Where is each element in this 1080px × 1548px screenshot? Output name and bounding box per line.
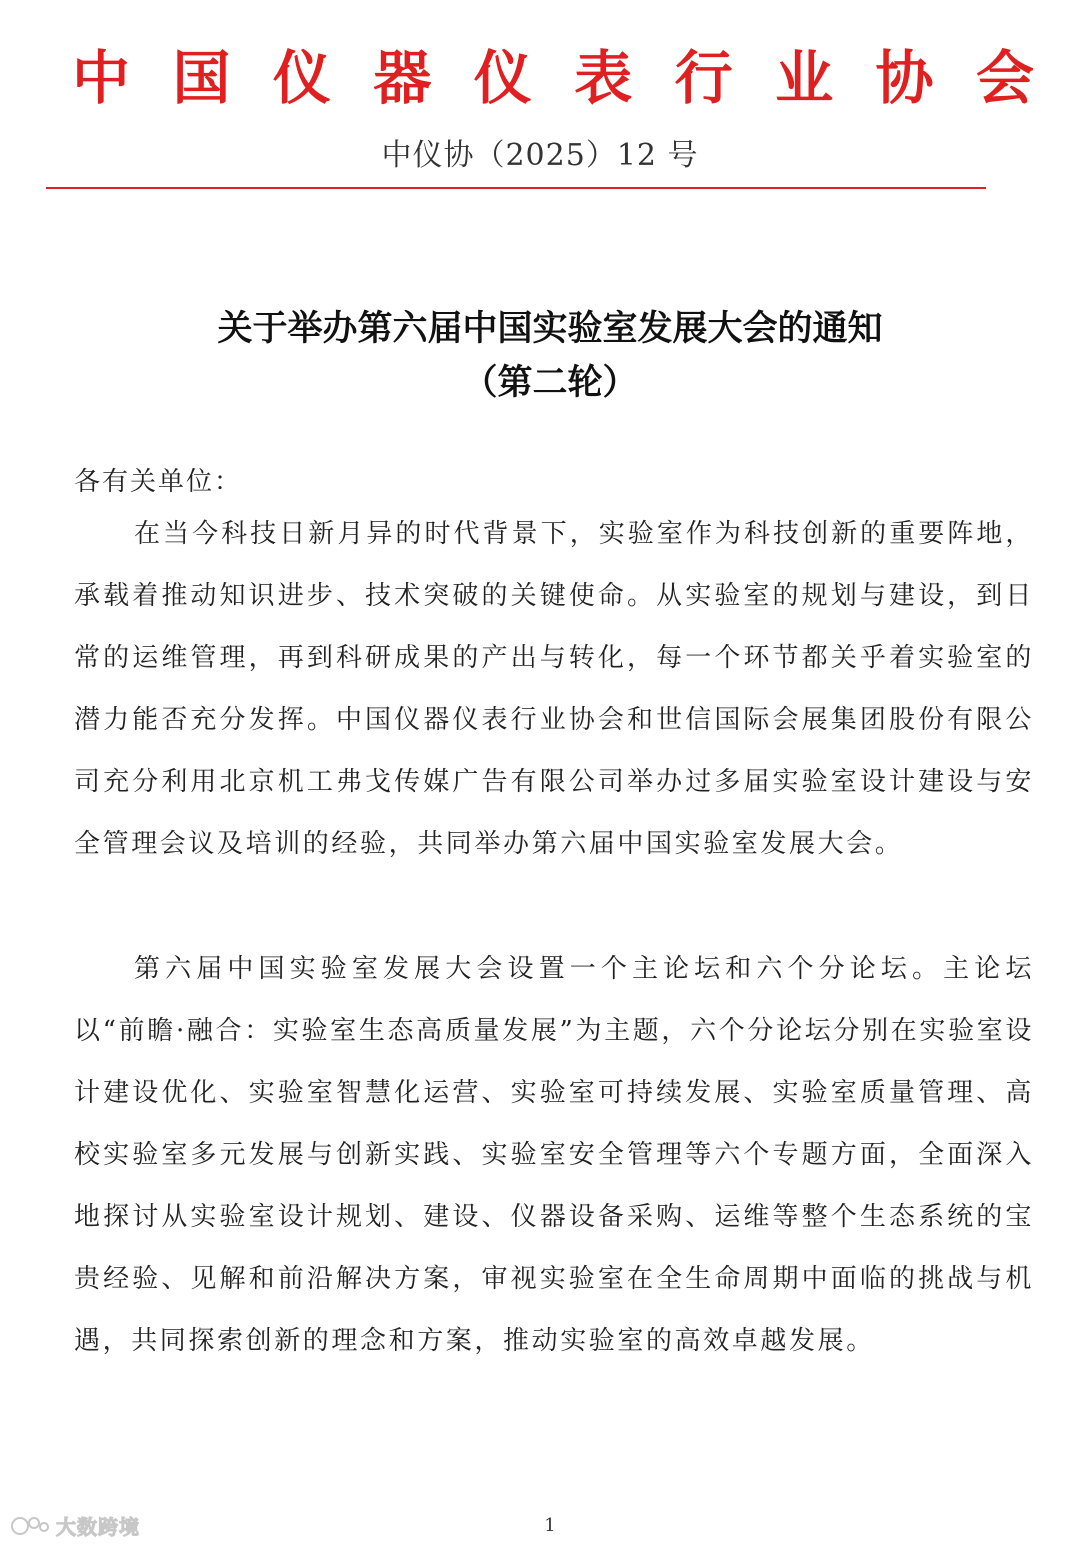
salutation: 各有关单位： bbox=[74, 467, 243, 497]
org-title-char: 器 bbox=[373, 44, 432, 112]
watermark bbox=[10, 1511, 140, 1540]
body-paragraph: 第六届中国实验室发展大会设置一个主论坛和六个分论坛。主论坛以“前瞻·融合：实验室生态高质量发展”为主题，六个分论坛分别在实验室设计建设优化、实验室智慧化运营、实验室可持续发展、实验室质量管理、高校实验室多元发展与创新实践、实验室安全管理等六个专题方面，全面深入地探讨从实验室设计规划、建设、仪器设备采购、运维等整个生态系统的宝贵经验、见解和前沿解决方案，审视实验室在全生命周期中面临的挑战与机遇，共同探索创新的理念和方案，推动实验室的高效卓越发展。 bbox=[74, 954, 1034, 1356]
notice-title: 关于举办第六届中国实验室发展大会的通知 bbox=[217, 308, 883, 349]
org-title-char: 业 bbox=[775, 44, 834, 112]
org-title-char: 仪 bbox=[272, 44, 331, 112]
org-title bbox=[72, 42, 1034, 114]
document-number: 中仪协（2025）12 号 bbox=[381, 138, 699, 173]
org-title-char: 会 bbox=[975, 44, 1034, 112]
notice-subtitle: （第二轮） bbox=[462, 362, 638, 403]
org-title-char: 协 bbox=[875, 44, 934, 112]
watermark-logo-icon bbox=[10, 1515, 50, 1537]
watermark-text: 大数跨境 bbox=[56, 1515, 140, 1539]
org-title-char: 行 bbox=[674, 44, 733, 112]
org-title-char: 中 bbox=[72, 44, 131, 112]
org-title-char: 表 bbox=[574, 44, 633, 112]
red-divider bbox=[46, 187, 986, 189]
page-number: 1 bbox=[544, 1515, 556, 1536]
org-title-char: 国 bbox=[172, 44, 231, 112]
org-title-char: 仪 bbox=[473, 44, 532, 112]
body-paragraph: 在当今科技日新月异的时代背景下，实验室作为科技创新的重要阵地，承载着推动知识进步、技术突破的关键使命。从实验室的规划与建设，到日常的运维管理，再到科研成果的产出与转化，每一个环节都关乎着实验室的潜力能否充分发挥。中国仪器仪表行业协会和世信国际会展集团股份有限公司充分利用北京机工弗戈传媒广告有限公司举办过多届实验室设计建设与安全管理会议及培训的经验，共同举办第六届中国实验室发展大会。 bbox=[74, 519, 1034, 859]
